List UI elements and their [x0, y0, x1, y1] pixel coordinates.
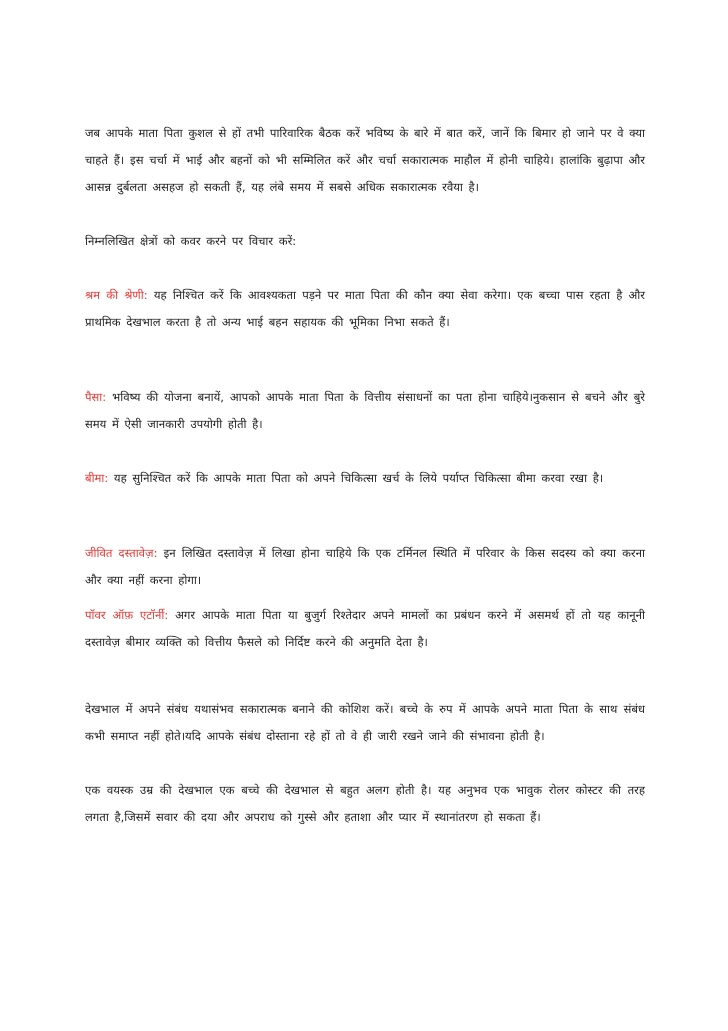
section-text: यह निश्चित करें कि आवश्यकता पड़ने पर माता पिता की कौन क्या सेवा करेगा। एक बच्चा पास रहता है और प्राथमिक देखभाल करता है तो अन्य भाई बहन सहायक की भूमिका निभा सकते हैं। — [85, 288, 645, 329]
relationship-paragraph: देखभाल में अपने संबंध यथासंभव सकारात्मक बनाने की कोशिश करें। बच्चे के रुप में आपके अपने माता पिता के साथ संबंध कभी समाप्त नहीं होते।यदि आपके संबंध दोस्ताना रहे हों तो वे ही जारी रखने जाने की संभावना होती है। — [85, 702, 645, 743]
closing-paragraph: एक वयस्क उम्र की देखभाल एक बच्चे की देखभाल से बहुत अलग होती है। यह अनुभव एक भावुक रोलर कोस्टर की तरह लगता है,जिसमें सवार की दया और अपराध को गुस्से और हताशा और प्यार में स्थानांतरण हो सकता हैं। — [85, 783, 645, 824]
section-text: इन लिखित दस्तावेज़ में लिखा होना चाहिये कि एक टर्मिनल स्थिति में परिवार के किस सदस्य को क्या करना और क्या नहीं करना होगा। — [85, 546, 645, 587]
document-page — [85, 120, 645, 831]
section-text: भविष्य की योजना बनायें, आपको आपके माता पिता के वित्तीय संसाधनों का पता होना चाहिये।नुकसान से बचने और बुरे समय में ऐसी जानकारी उपयोगी होती है। — [85, 390, 645, 431]
section-term: बीमा: — [85, 471, 109, 485]
section-term: श्रम की श्रेणी: — [85, 288, 148, 302]
section-insurance — [85, 465, 645, 492]
section-term: पैसा: — [85, 390, 107, 404]
intro-paragraph: जब आपके माता पिता कुशल से हों तभी पारिवारिक बैठक करें भविष्य के बारे में बात करें, जानें कि बिमार हो जाने पर वे क्या चाहते हैं। इस चर्चा में भाई और बहनों को भी सम्मिलित करें और चर्चा सकारात्मक माहौल में होनी चाहिये। हालांकि बुढ़ापा और आसन्न दुर्बलता असहज हो सकती हैं, यह लंबे समय में सबसे अधिक सकारात्मक रवैया है। — [85, 126, 645, 194]
section-term: पॉवर ऑफ़ एटॉर्नी: — [85, 608, 169, 622]
section-labor-division — [85, 282, 645, 336]
section-power-of-attorney — [85, 602, 645, 656]
section-money — [85, 384, 645, 438]
section-term: जीवित दस्तावेज़: — [85, 546, 158, 560]
section-text: अगर आपके माता पिता या बुजुर्ग रिश्तेदार अपने मामलों का प्रबंधन करने में असमर्थ हों तो यह कानूनी दस्तावेज़ बीमार व्यक्ति को वित्तीय फैसले को निर्दिष्ट करने की अनुमति देता है। — [85, 608, 646, 649]
areas-heading: निम्नलिखित क्षेत्रों को कवर करने पर विचार करें: — [85, 234, 297, 248]
section-text: यह सुनिश्चित करें कि आपके माता पिता को अपने चिकित्सा खर्च के लिये पर्याप्त चिकित्सा बीमा करवा रखा है। — [108, 471, 604, 485]
section-living-will — [85, 540, 645, 594]
